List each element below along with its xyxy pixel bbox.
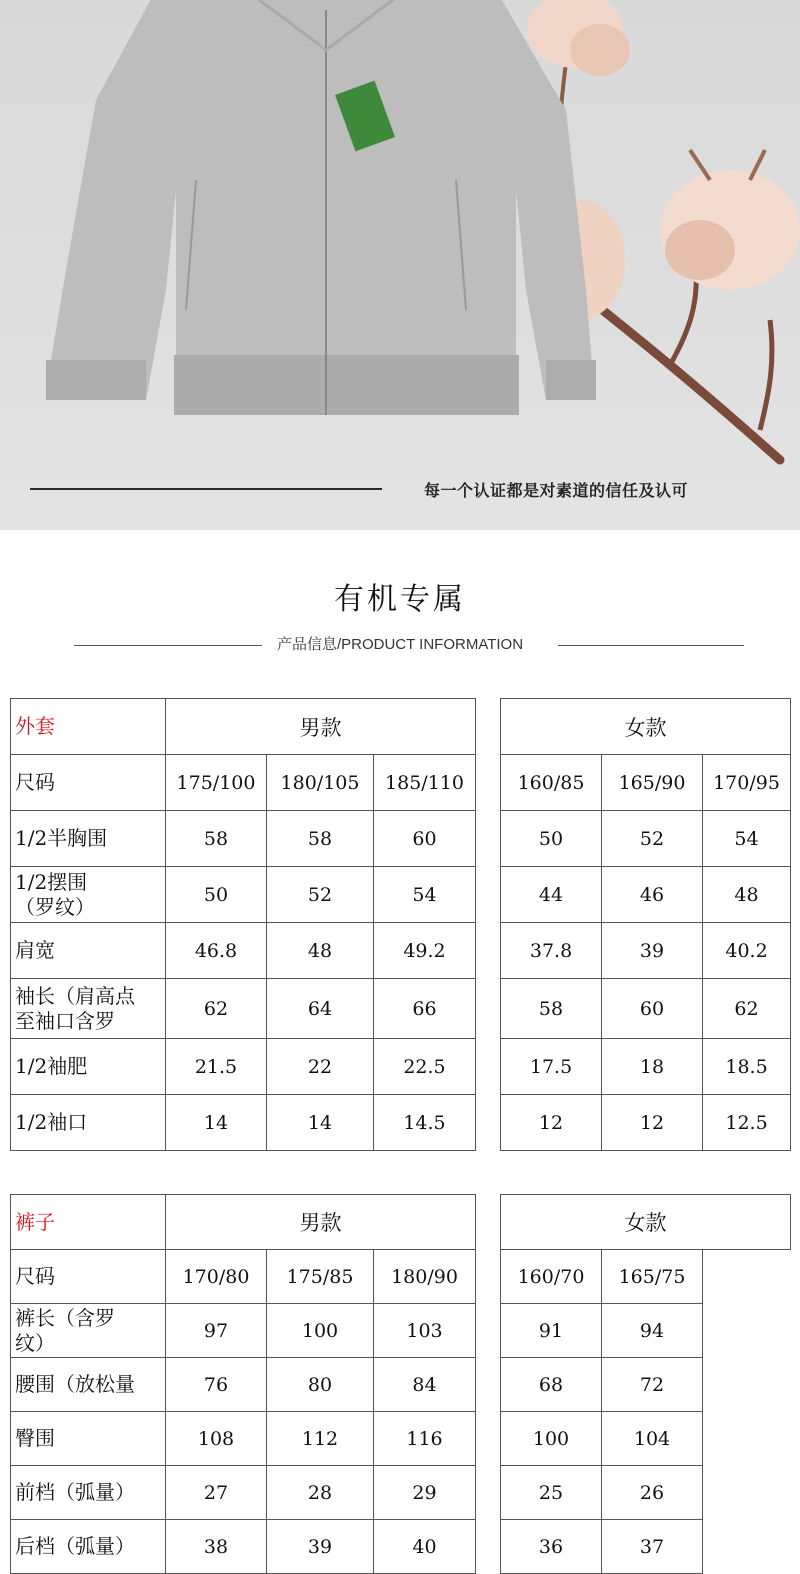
table-row — [11, 755, 791, 811]
table-row — [11, 1304, 791, 1358]
women-size-cell: 39 — [602, 923, 703, 979]
grey-jacket-image — [46, 0, 606, 430]
women-size-cell: 165/90 — [602, 755, 703, 811]
men-size-cell: 60 — [374, 811, 476, 867]
row-label: 1/2袖口 — [11, 1095, 166, 1151]
men-header: 男款 — [166, 699, 476, 755]
men-size-cell: 22.5 — [374, 1039, 476, 1095]
men-size-cell: 76 — [166, 1358, 267, 1412]
men-size-cell: 50 — [166, 867, 267, 923]
women-size-cell: 160/85 — [501, 755, 602, 811]
row-label: 腰围（放松量 — [11, 1358, 166, 1412]
men-size-cell: 80 — [267, 1358, 374, 1412]
table-row — [11, 1358, 791, 1412]
women-size-cell: 12.5 — [703, 1095, 791, 1151]
men-size-cell: 100 — [267, 1304, 374, 1358]
women-size-cell: 46 — [602, 867, 703, 923]
category-label: 外套 — [11, 699, 166, 755]
table-row — [11, 1095, 791, 1151]
women-size-cell: 60 — [602, 979, 703, 1039]
women-size-cell: 48 — [703, 867, 791, 923]
subtitle-right-rule — [558, 645, 744, 646]
men-size-cell: 58 — [267, 811, 374, 867]
women-size-cell: 52 — [602, 811, 703, 867]
men-size-cell: 62 — [166, 979, 267, 1039]
men-size-cell: 21.5 — [166, 1039, 267, 1095]
men-size-cell: 14 — [166, 1095, 267, 1151]
women-header: 女款 — [501, 699, 791, 755]
men-size-cell: 103 — [374, 1304, 476, 1358]
row-label: 尺码 — [11, 1250, 166, 1304]
men-size-cell: 64 — [267, 979, 374, 1039]
women-size-cell: 100 — [501, 1412, 602, 1466]
row-label: 臀围 — [11, 1412, 166, 1466]
table-row — [11, 1466, 791, 1520]
men-size-cell: 66 — [374, 979, 476, 1039]
table-row — [11, 1250, 791, 1304]
men-size-cell: 49.2 — [374, 923, 476, 979]
men-size-cell: 180/90 — [374, 1250, 476, 1304]
table-row — [11, 867, 791, 923]
women-size-cell: 62 — [703, 979, 791, 1039]
men-size-cell: 22 — [267, 1039, 374, 1095]
men-size-cell: 175/100 — [166, 755, 267, 811]
men-size-cell: 46.8 — [166, 923, 267, 979]
men-size-cell: 27 — [166, 1466, 267, 1520]
women-size-cell: 36 — [501, 1520, 602, 1574]
women-size-cell: 25 — [501, 1466, 602, 1520]
women-size-cell: 68 — [501, 1358, 602, 1412]
hero-divider — [30, 488, 382, 490]
women-size-cell: 58 — [501, 979, 602, 1039]
row-label: 袖长（肩高点 至袖口含罗 — [11, 979, 166, 1039]
men-size-cell: 48 — [267, 923, 374, 979]
men-size-cell: 185/110 — [374, 755, 476, 811]
table-row — [11, 1039, 791, 1095]
women-size-cell: 72 — [602, 1358, 703, 1412]
men-size-cell: 97 — [166, 1304, 267, 1358]
certification-caption: 每一个认证都是对素道的信任及认可 — [424, 481, 689, 500]
men-size-cell: 52 — [267, 867, 374, 923]
men-size-cell: 58 — [166, 811, 267, 867]
men-size-cell: 29 — [374, 1466, 476, 1520]
row-label: 后档（弧量） — [11, 1520, 166, 1574]
women-size-cell: 94 — [602, 1304, 703, 1358]
table-row — [11, 979, 791, 1039]
men-size-cell: 170/80 — [166, 1250, 267, 1304]
men-size-cell: 116 — [374, 1412, 476, 1466]
women-size-cell: 50 — [501, 811, 602, 867]
women-size-cell: 18.5 — [703, 1039, 791, 1095]
pants-size-table — [10, 1194, 791, 1574]
women-size-cell: 44 — [501, 867, 602, 923]
table-header-row — [11, 699, 791, 755]
women-size-cell: 54 — [703, 811, 791, 867]
women-size-cell: 12 — [501, 1095, 602, 1151]
table-row — [11, 923, 791, 979]
women-size-cell: 160/70 — [501, 1250, 602, 1304]
women-size-cell: 18 — [602, 1039, 703, 1095]
men-size-cell: 108 — [166, 1412, 267, 1466]
women-size-cell: 40.2 — [703, 923, 791, 979]
table-row — [11, 1412, 791, 1466]
men-size-cell: 40 — [374, 1520, 476, 1574]
product-hero-photo — [0, 0, 800, 530]
men-size-cell: 175/85 — [267, 1250, 374, 1304]
row-label: 前档（弧量） — [11, 1466, 166, 1520]
women-size-cell: 91 — [501, 1304, 602, 1358]
category-label: 裤子 — [11, 1195, 166, 1250]
women-size-cell: 170/95 — [703, 755, 791, 811]
women-size-cell: 12 — [602, 1095, 703, 1151]
row-label: 尺码 — [11, 755, 166, 811]
row-label: 裤长（含罗 纹） — [11, 1304, 166, 1358]
men-size-cell: 84 — [374, 1358, 476, 1412]
women-size-cell: 37.8 — [501, 923, 602, 979]
men-header: 男款 — [166, 1195, 476, 1250]
men-size-cell: 180/105 — [267, 755, 374, 811]
men-size-cell: 38 — [166, 1520, 267, 1574]
women-size-cell: 17.5 — [501, 1039, 602, 1095]
men-size-cell: 39 — [267, 1520, 374, 1574]
women-header: 女款 — [501, 1195, 791, 1250]
table-header-row — [11, 1195, 791, 1250]
table-row — [11, 811, 791, 867]
women-size-cell: 165/75 — [602, 1250, 703, 1304]
men-size-cell: 28 — [267, 1466, 374, 1520]
row-label: 肩宽 — [11, 923, 166, 979]
men-size-cell: 54 — [374, 867, 476, 923]
row-label: 1/2袖肥 — [11, 1039, 166, 1095]
jacket-size-table — [10, 698, 791, 1151]
section-title: 有机专属 — [334, 582, 466, 617]
women-size-cell: 26 — [602, 1466, 703, 1520]
section-subtitle: 产品信息/PRODUCT INFORMATION — [276, 636, 524, 653]
men-size-cell: 14 — [267, 1095, 374, 1151]
men-size-cell: 14.5 — [374, 1095, 476, 1151]
table-row — [11, 1520, 791, 1574]
women-size-cell: 104 — [602, 1412, 703, 1466]
men-size-cell: 112 — [267, 1412, 374, 1466]
row-label: 1/2半胸围 — [11, 811, 166, 867]
women-size-cell: 37 — [602, 1520, 703, 1574]
row-label: 1/2摆围 （罗纹） — [11, 867, 166, 923]
